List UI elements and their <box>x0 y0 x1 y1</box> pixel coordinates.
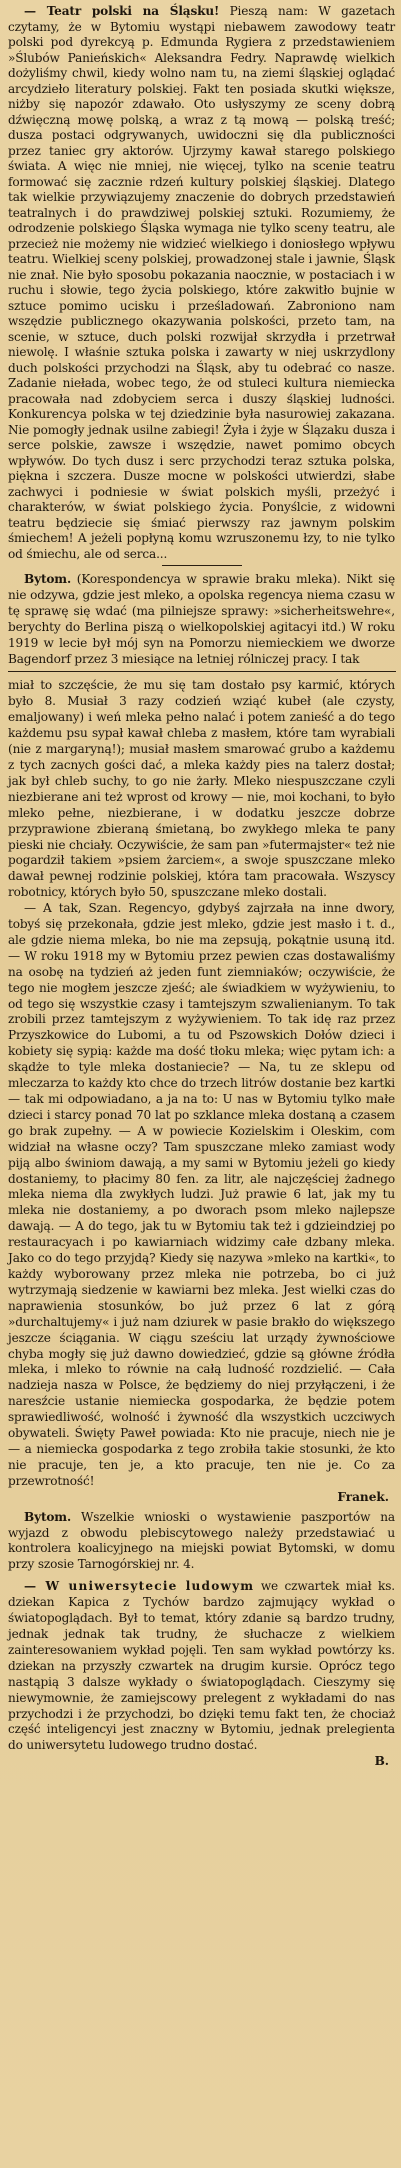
article-paszporty-place: Bytom. <box>24 1509 72 1524</box>
article-uniwersytet-paragraph <box>8 1579 395 1754</box>
article-paszporty <box>8 1510 395 1574</box>
column-break-line <box>8 671 396 672</box>
article-paszporty-body: Wszelkie wnioski o wystawienie paszportów na wyjazd z obwodu plebiscytowego należy przedstawiać u kontrolera koalicyjnego na miejski powiat Bytomski, w domu przy szosie Tarnogórskiej nr. 4. <box>8 1509 395 1572</box>
article-mleko-lead-paragraph <box>8 572 395 667</box>
article-mleko-lead: (Korespondencya w sprawie braku mleka). Nikt się nie odzywa, gdzie jest mleko, a opolska regencya niema czasu w tę sprawę się wdać (ma pilniejsze sprawy: »sicherheitswehre«, berychty do Berlina piszą o wielkopolskiej agitacyi itd.) W roku 1919 w lecie był mój syn na Pomorzu niemieckiem we dworze Bagendorf przez 3 miesiące na letniej rólniczej pracy. I tak <box>8 572 395 666</box>
article-mleko <box>8 572 395 1504</box>
article-teatr-body: Pieszą nam: W gazetach czytamy, że w Bytomiu wystąpi niebawem zawodowy teatr polski pod dyrekcyą p. Edmunda Rygiera z przedstawieniem »Ślubów Panieńskich« Aleksandra Fedry. Naprawdę wielkich dożyliśmy chwil, kiedy wolno nam tu, na ziemi śląskiej oglądać arcydzieło literatury polskiej. Fakt ten posiada skutki większe, niżby się napozór zdawało. Oto usłyszymy ze sceny dobrą dźwięczną mowę polską, a wraz z tą mową — polską treść; dusza postaci odgrywanych, uwidoczni się dla publiczności przez taniec gry aktorów. Ujrzymy kawał starego polskiego świata. A więc nie mniej, nie więcej, tylko na scenie teatru formować się zacznie rdzeń kultury polskiej śląskiej. Dlatego tak wielkie przywiązujemy znaczenie do dobrych przedstawień teatralnych i do prawdziwej polskiej sztuki. Rozumiemy, że odrodzenie polskiego Śląska wymaga nie tylko sceny teatru, ale przecież nie możemy nie widzieć wielkiego i doniosłego wpływu teatru. Wielkiej sceny polskiej, prowadzonej stale i jawnie, Śląsk nie znał. Nie było sposobu pokazania naocznie, w postaciach i w ruchu i słowie, tego życia polskiego, które zakwitło bujnie w sztuce pomimo ucisku i prześladowań. Zabroniono nam wszędzie publicznego okazywania polskości, przeto tam, na scenie, w sztuce, duch polski rozwijał skrzydła i przetrwał niewolę. I właśnie sztuka polska i zawarty w niej uskrzydlony duch polskości przychodzi na Śląsk, aby tu odebrać co nasze. Zadanie niełada, wobec tego, że od stuleci kultura niemiecka pracowała nad zdobyciem serca i duszy śląskiej ludności. Konkurencya polska w tej dziedzinie była nasurowiej zakazana. Nie pomogły jednak usilne zabiegi! Żyła i żyje w Ślązaku dusza i serce polskie, zawsze i wszędzie, nawet pomimo obcych wpływów. Do tych dusz i serc przychodzi teraz sztuka polska, piękna i szczera. Dusze mocne w polskości utwierdzi, słabe zachwyci i podniesie w świat polskich myśli, przeżyć i charakterów, w świat polskiego życia. Ponyślcie, z widowni teatru będziecie się śmiać pierwszy raz jawnym polskim śmiechem! A jeżeli popłyną komu wzruszonemu łzy, to nie tylko od śmiechu, ale od serca... <box>8 4 395 561</box>
article-paszporty-paragraph <box>8 1510 395 1574</box>
article-uniwersytet <box>8 1579 395 1768</box>
article-mleko-paragraph: — A tak, Szan. Regencyo, gdybyś zajrzała na inne dwory, tobyś się przekonała, gdzie jest mleko, gdzie jest masło i t. d., ale gdzie niema mleka, bo nie ma zepsują, pokątnie usuną itd. — W roku 1918 my w Bytomiu przez pewien czas dostawaliśmy na osobę na tydzień aż jeden funt ziemniaków; oczywiście, że tego nie mogłem jeszcze zjeść; ale świadkiem w wyżywieniu, to od tego się wszystkie czasy i tamtejszym szwalienianym. To tak zrobili przez tamtejszym z wyżywieniem. To tak idę raz przez Przyszkowice do Lubomi, a tu od Pszowskich Dołów dzieci i kobiety się sypią: każde ma dość tłoku mleka; więc pytam ich: a skądże to tyle mleka dostaniecie? — Na, tu ze sklepu od mleczarza to każdy kto chce do trzech litrów dostanie bez kartki — tak mi odpowiadano, a ja na to: U nas w Bytomiu tylko małe dzieci i starcy ponad 70 lat po szklance mleka dostaną a czasem go brak zupełny. — A w powiecie Kozielskim i Oleskim, com widział na własne oczy? Tam spuszczane mleko zamiast wody piją albo świniom dawają, a my sami w Bytomiu jeżeli go kiedy dostaniemy, to płacimy 80 fen. za litr, ale najczęściej żadnego mleka niema dla zwykłych ludzi. Już prawie 6 lat, jak my tu mleka nie dostaniemy, a po dworach psom mleko najlepsze dawają. — A do tego, jak tu w Bytomiu tak też i gdzieindziej po restauracyach i po kawiarniach widzimy całe dzbany mleka. Jako co do tego przyjdą? Kiedy się nazywa »mleko na kartki«, to każdy wyborowany przez mleka nie potrzeba, bo ci już wytrzymają siedzenie w kawiarni bez mleka. Jest wielki czas do naprawienia stosunków, bo już przez 6 lat z górą »durchaltujemy« i już nam dziurek w pasie brakło do większego jeszcze ściągania. W ciągu sześciu lat urządy żywnościowe chyba mogły się już dawno dowiedzieć, gdzie są główne źródła mleka, i mleko to równie na całą ludność rozdzielić. — Cała nadzieja nasza w Polsce, że będziemy do niej przyłączeni, i że naresźcie ustanie niemiecka gospodarka, że będzie potem sprawiedliwość, wolność i żywność dla wszystkich uczciwych obywateli. Święty Paweł powiada: Kto nie pracuje, niech nie je — a niemiecka gospodarka z tego zrobiła takie stosunki, że kto nie pracuje, ten je, a kto pracuje, ten nie je. Co za przewrotność! <box>8 901 395 1488</box>
article-teatr-paragraph <box>8 4 395 562</box>
article-teatr-headline: — Teatr polski na Śląsku! <box>24 4 220 18</box>
article-mleko-signature: Franek. <box>337 1489 389 1504</box>
article-teatr <box>8 4 395 562</box>
article-uniwersytet-body: we czwartek miał ks. dziekan Kapica z Tychów bardzo zajmujący wykład o światopoglądach. Był to temat, który zdanie są bardzo trudny, jednak jednak tak trudny, że słuchacze z wielkiem zainteresowaniem wykład pojęli. Ten sam wykład powtórzy ks. dziekan na przyszły czwartek na drugim kursie. Oprócz tego nastąpią 3 dalsze wykłady o światopoglądach. Cieszymy się niewymownie, że zamiejscowy prelegent z wykładami do nas przychodzi i że przychodzi, bo dzięki temu fakt ten, że chociaż część inteligencyi jest znaczny w Bytomiu, jednak prelegienta do uniwersytetu ludowego trudno dostać. <box>8 1579 395 1753</box>
article-divider <box>162 565 242 566</box>
article-mleko-place: Bytom. <box>24 572 72 586</box>
article-uniwersytet-headline: — W uniwersytecie ludowym <box>24 1579 255 1594</box>
article-mleko-paragraph: miał to szczęście, że mu się tam dostało psy karmić, których było 8. Musiał 3 razy codzień wziąć kubeł (ale czysty, emaljowany) i weń mleka pełno nalać i potem zanieść a do tego każdemu psu sypał kawał chleba z masłem, które tam wyrabiali (nie z margaryną!); musiał masłem smarować grubo a każdemu z tych zacnych gości dać, a mleka każdy pies na talerz dostał; jak był chleb suchy, to go nie żarły. Mleko niespuszczane czyli niezbierane ani też wprost od krowy — nie, moi kochani, to było mleko pełne, niezbierane, i w dodatku jeszcze dobrze przyprawione zbieraną śmietaną, bo zwykłego mleka te pany pieski nie chciały. Oczywiście, że sam pan »futermajster« też nie pogardził takiem »psiem żarciem«, a swoje spuszczane mleko dawał pewnej rodzinie polskiej, która tam pracowała. Wszyscy robotnicy, których było 50, spuszczane mleko dostali. <box>8 678 395 900</box>
article-uniwersytet-signature: B. <box>374 1754 389 1769</box>
